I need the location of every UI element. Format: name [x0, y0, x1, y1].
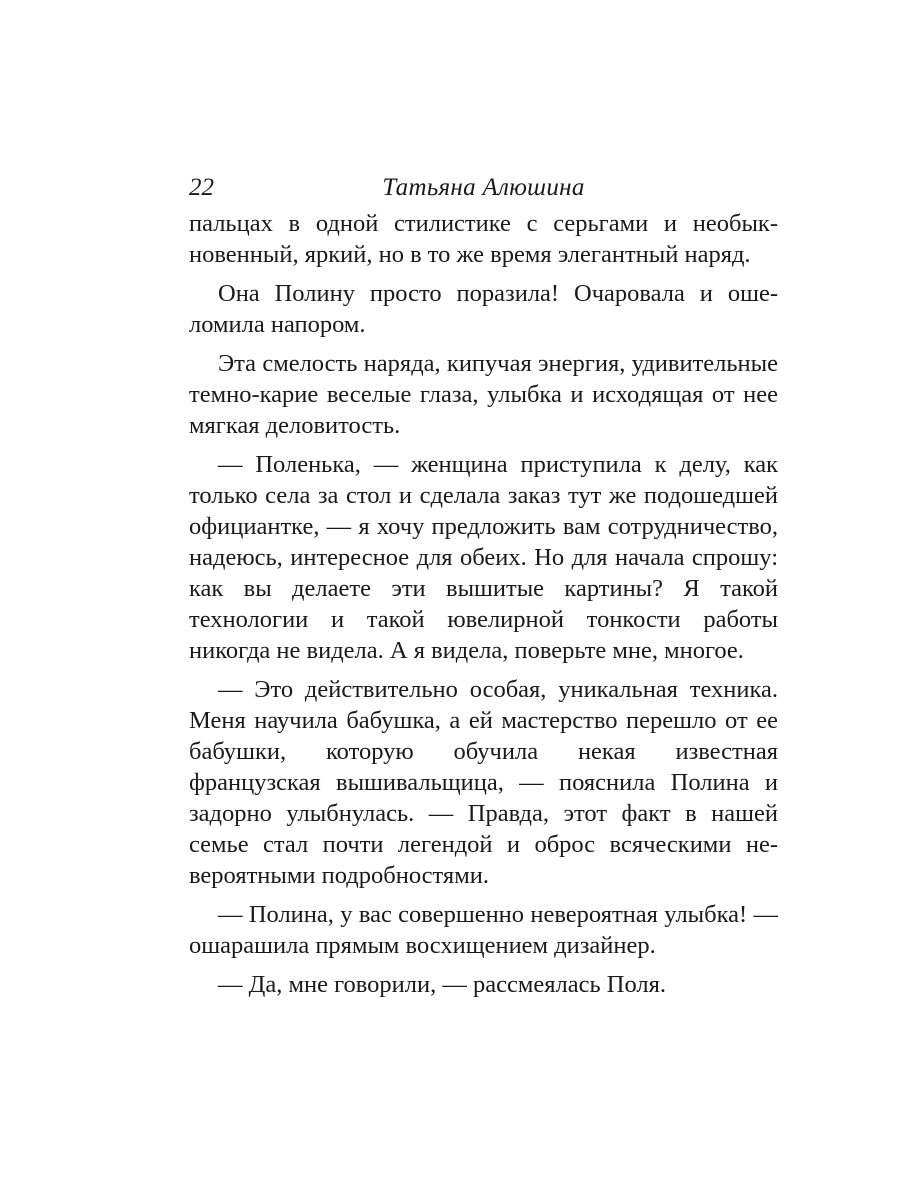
paragraph-3: Эта смелость наряда, кипучая энергия, удивительные темно-карие веселые глаза, улыбка и исходящая от нее мягкая деловитость.: [189, 350, 778, 439]
running-title: Татьяна Алюшина: [382, 174, 585, 201]
page-number: 22: [189, 174, 214, 201]
paragraph-7: — Да, мне говорили, — рассмеялась Поля.: [218, 971, 667, 998]
paragraph-6: — Полина, у вас совершенно невероятная улыбка! — ошарашила прямым восхищением дизайнер.: [189, 901, 778, 959]
running-header: [189, 170, 778, 206]
paragraph-4: — Поленька, — женщина приступила к делу, как только села за стол и сделала заказ тут же подошедшей официантке, — я хочу предложить вам сотрудничество, надеюсь, интересное для обеих. Но для начала спрошу: как вы делаете эти вышитые картины? Я такой технологии и такой ювелирной тонкости работы никогда не видела. А я видела, поверьте мне, многое.: [189, 451, 778, 664]
paragraph-5: — Это действительно особая, уникальная техника. Меня научила бабушка, а ей мастерство перешло от ее бабушки, которую обучила некая известная французская вышивальщица, — пояснила Полина и задорно улыбнулась. — Правда, этот факт в нашей семье стал почти легендой и оброс всяческими невероятными подробностями.: [189, 676, 778, 889]
paragraph-2: Она Полину просто поразила! Очаровала и ошеломила напором.: [189, 280, 778, 338]
book-page: [189, 170, 778, 1000]
body-text: [189, 208, 778, 1000]
paragraph-1: пальцах в одной стилистике с серьгами и необыкновенный, яркий, но в то же время элегантный наряд.: [189, 210, 778, 268]
